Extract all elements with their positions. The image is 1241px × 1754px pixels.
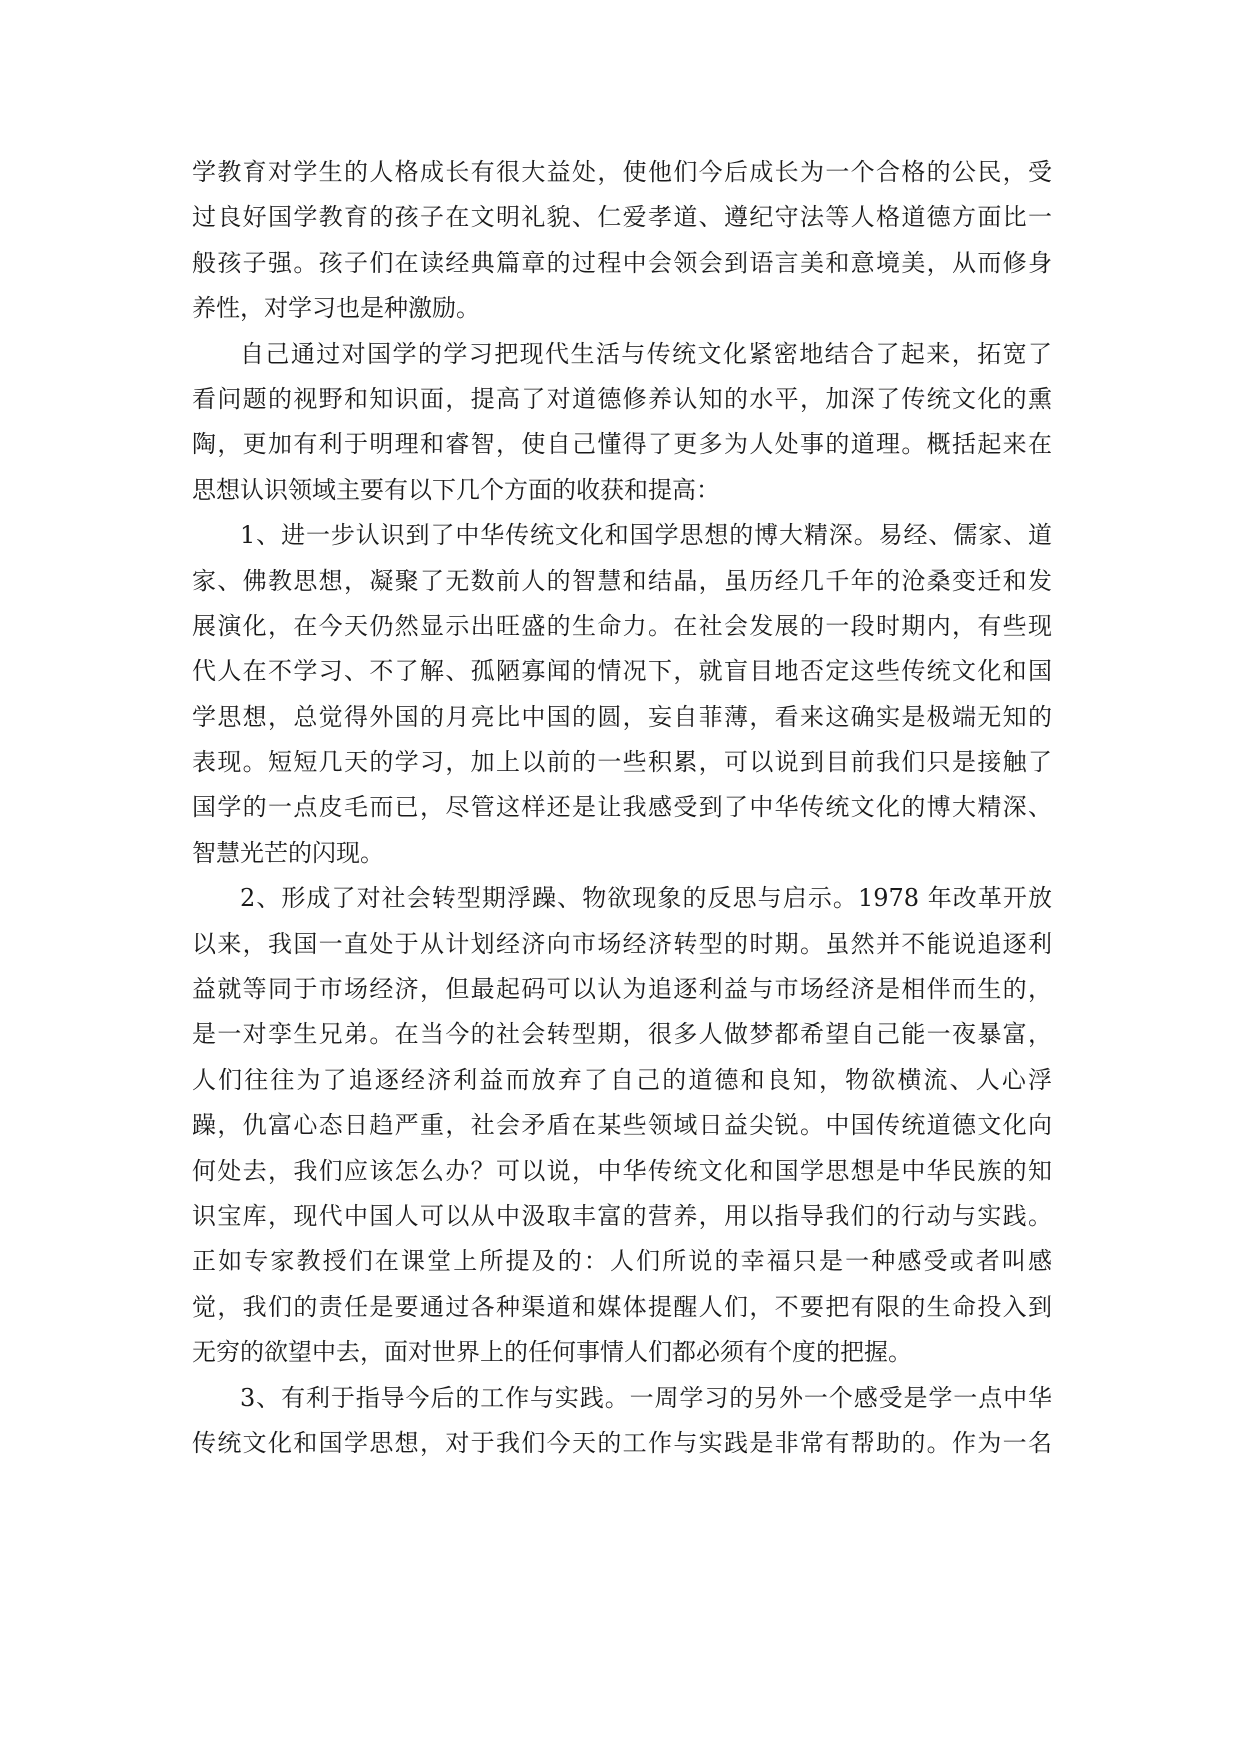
text-line: 无穷的欲望中去，面对世界上的任何事情人们都必须有个度的把握。 bbox=[192, 1338, 912, 1367]
text-line: 传统文化和国学思想，对于我们今天的工作与实践是非常有帮助的。作为一名 bbox=[192, 1428, 1052, 1457]
text-line: 益就等同于市场经济，但最起码可以认为追逐利益与市场经济是相伴而生的， bbox=[192, 975, 1052, 1004]
text-line: 以来，我国一直处于从计划经济向市场经济转型的时期。虽然并不能说追逐利 bbox=[192, 929, 1052, 958]
text-line: 陶，更加有利于明理和睿智，使自己懂得了更多为人处事的道理。概括起来在 bbox=[192, 430, 1052, 459]
paragraph-first-line: 3、有利于指导今后的工作与实践。一周学习的另外一个感受是学一点中华 bbox=[240, 1383, 1052, 1412]
text-line: 学教育对学生的人格成长有很大益处，使他们今后成长为一个合格的公民，受 bbox=[192, 158, 1052, 186]
text-line: 是一对孪生兄弟。在当今的社会转型期，很多人做梦都希望自己能一夜暴富， bbox=[192, 1020, 1052, 1049]
text-line: 表现。短短几天的学习，加上以前的一些积累，可以说到目前我们只是接触了 bbox=[192, 748, 1052, 777]
document-body bbox=[192, 150, 1052, 1466]
text-line: 国学的一点皮毛而已，尽管这样还是让我感受到了中华传统文化的博大精深、 bbox=[192, 793, 1052, 822]
text-line: 过良好国学教育的孩子在文明礼貌、仁爱孝道、遵纪守法等人格道德方面比一 bbox=[192, 203, 1052, 232]
text-line: 人们往往为了追逐经济利益而放弃了自己的道德和良知，物欲横流、人心浮 bbox=[192, 1065, 1052, 1094]
text-line: 思想认识领域主要有以下几个方面的收获和提高： bbox=[192, 475, 720, 504]
text-line: 养性，对学习也是种激励。 bbox=[192, 294, 480, 323]
text-line: 般孩子强。孩子们在读经典篇章的过程中会领会到语言美和意境美，从而修身 bbox=[192, 248, 1052, 277]
paragraph-first-line: 自己通过对国学的学习把现代生活与传统文化紧密地结合了起来，拓宽了 bbox=[240, 339, 1052, 368]
text-line: 展演化，在今天仍然显示出旺盛的生命力。在社会发展的一段时期内，有些现 bbox=[192, 611, 1052, 640]
text-line: 代人在不学习、不了解、孤陋寡闻的情况下，就盲目地否定这些传统文化和国 bbox=[192, 657, 1052, 686]
text-line: 智慧光芒的闪现。 bbox=[192, 838, 384, 867]
paragraph-first-line: 1、进一步认识到了中华传统文化和国学思想的博大精深。易经、儒家、道 bbox=[240, 521, 1052, 550]
text-line: 正如专家教授们在课堂上所提及的：人们所说的幸福只是一种感受或者叫感 bbox=[192, 1247, 1052, 1276]
text-line: 觉，我们的责任是要通过各种渠道和媒体提醒人们，不要把有限的生命投入到 bbox=[192, 1292, 1052, 1321]
text-line: 家、佛教思想，凝聚了无数前人的智慧和结晶，虽历经几千年的沧桑变迁和发 bbox=[192, 566, 1052, 595]
text-line: 何处去，我们应该怎么办？可以说，中华传统文化和国学思想是中华民族的知 bbox=[192, 1156, 1052, 1185]
text-line: 看问题的视野和知识面，提高了对道德修养认知的水平，加深了传统文化的熏 bbox=[192, 384, 1052, 413]
text-line: 学思想，总觉得外国的月亮比中国的圆，妄自菲薄，看来这确实是极端无知的 bbox=[192, 702, 1052, 731]
paragraph-first-line: 2、形成了对社会转型期浮躁、物欲现象的反思与启示。1978 年改革开放 bbox=[240, 884, 1052, 913]
text-line: 躁，仇富心态日趋严重，社会矛盾在某些领域日益尖锐。中国传统道德文化向 bbox=[192, 1111, 1052, 1140]
text-line: 识宝库，现代中国人可以从中汲取丰富的营养，用以指导我们的行动与实践。 bbox=[192, 1201, 1052, 1230]
